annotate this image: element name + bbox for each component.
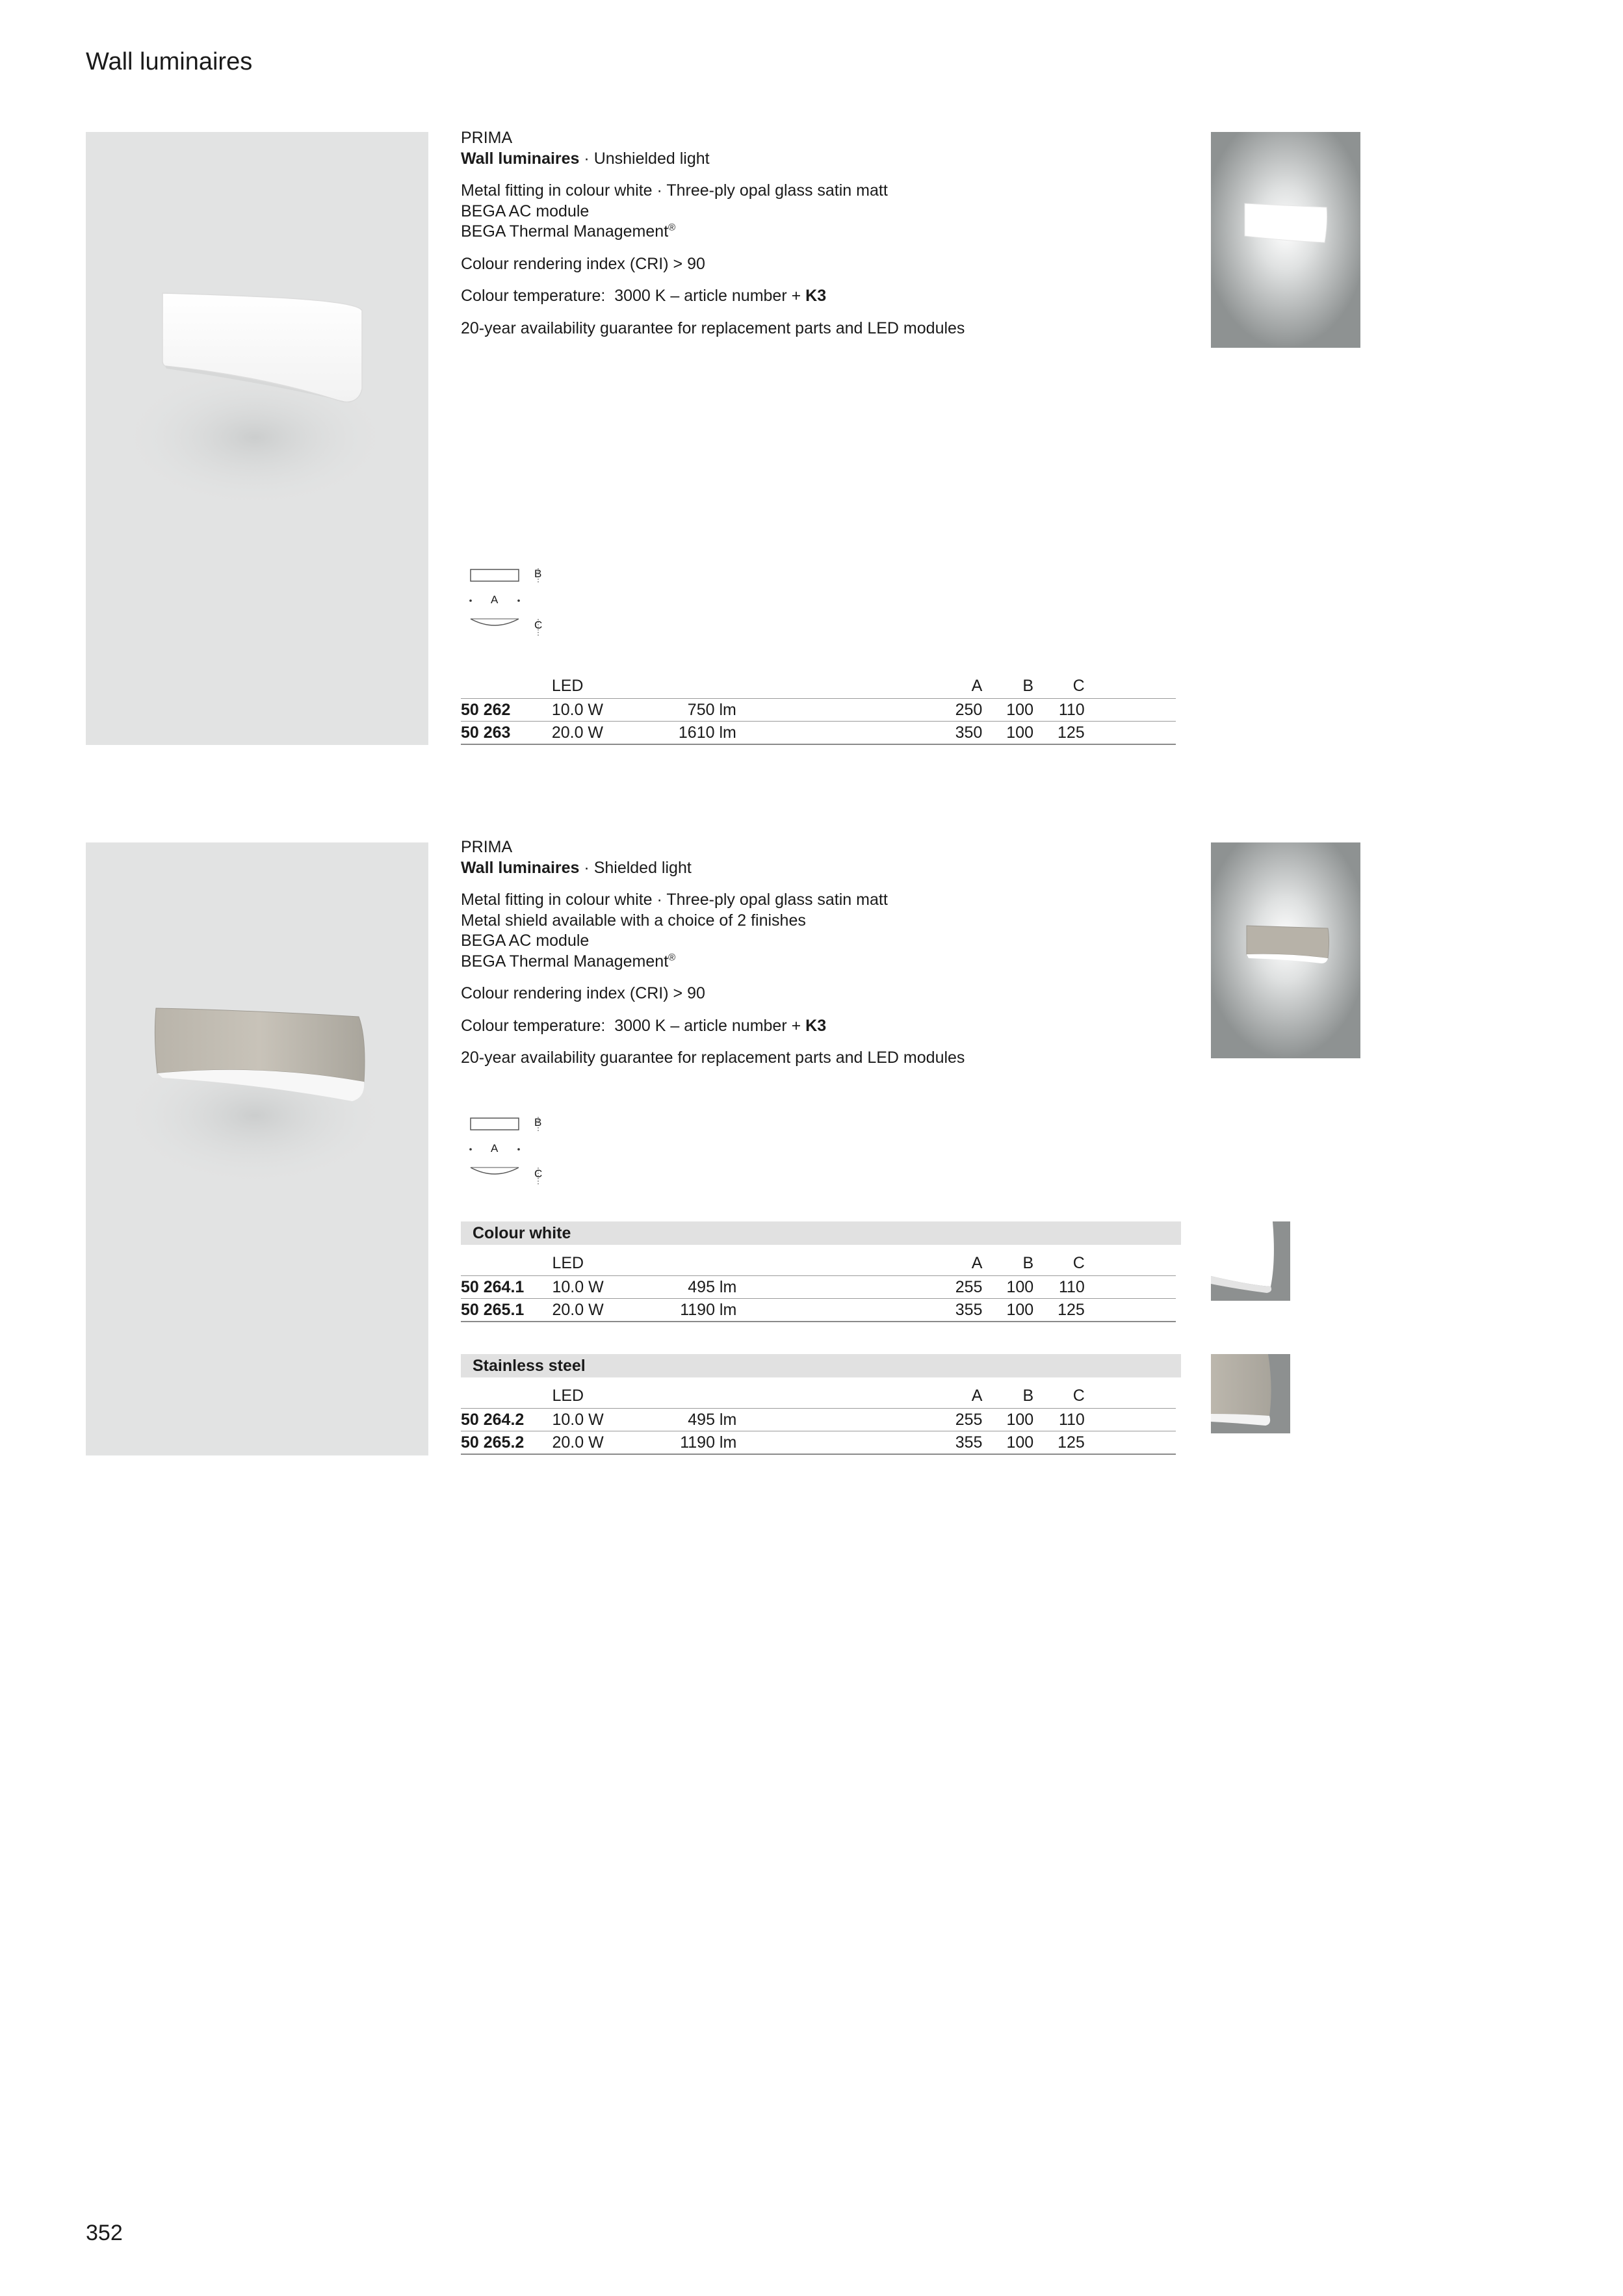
dim-a: 255	[955, 1411, 983, 1429]
installed-luminaire-glow	[1211, 132, 1360, 348]
dim-label-b: B	[534, 567, 542, 580]
lumen: 750 lm	[687, 701, 736, 719]
table-header	[461, 673, 1176, 699]
dimension-drawing-shape	[469, 1113, 560, 1191]
spec-line: Metal shield available with a choice of 2 finishes	[461, 911, 806, 930]
colour-temp-line	[461, 1016, 1182, 1037]
dim-b: 100	[1006, 724, 1033, 742]
colour-temp-suffix: K3	[805, 287, 827, 305]
finish-swatch-steel-shape	[1211, 1354, 1290, 1433]
dim-a: 255	[955, 1278, 983, 1296]
header-led: LED	[552, 1387, 584, 1405]
article-number: 50 264.1	[461, 1278, 525, 1296]
spec-line-text: BEGA Thermal Management	[461, 952, 669, 971]
installed-photo-shielded	[1211, 842, 1360, 1058]
finish-header-colour-white: Colour white	[461, 1221, 1181, 1245]
cri-line: Colour rendering index (CRI) > 90	[461, 254, 705, 273]
registered-mark: ®	[668, 222, 676, 233]
dim-label-b: B	[534, 1116, 542, 1128]
dim-b: 100	[1006, 701, 1033, 719]
lumen: 1190 lm	[680, 1301, 737, 1319]
dim-c: 125	[1058, 1301, 1085, 1319]
dim-b: 100	[1006, 1433, 1034, 1452]
product-subtitle: Unshielded light	[593, 149, 710, 168]
dim-label-a: A	[491, 594, 499, 606]
dimension-drawing	[469, 1113, 560, 1191]
dim-c: 110	[1058, 1278, 1085, 1296]
page-number: 352	[86, 2221, 123, 2245]
cri-line: Colour rendering index (CRI) > 90	[461, 984, 705, 1002]
spec-line-text: BEGA Thermal Management	[461, 222, 669, 241]
table-row	[461, 1299, 1176, 1322]
installed-photo-unshielded	[1211, 132, 1360, 348]
product-family: PRIMA	[461, 129, 513, 147]
wattage: 10.0 W	[552, 1411, 604, 1429]
product-title	[461, 149, 1182, 170]
table-row	[461, 1409, 1176, 1431]
luminaire-unshielded-illustration	[86, 132, 428, 745]
dim-label-c: C	[534, 1168, 543, 1180]
lumen: 495 lm	[688, 1411, 737, 1429]
page-heading: Wall luminaires	[86, 48, 253, 75]
wattage: 20.0 W	[551, 724, 604, 742]
product-family: PRIMA	[461, 838, 513, 856]
header-a: A	[971, 677, 983, 695]
colour-temp-line	[461, 286, 1182, 307]
dimension-drawing-shape	[469, 564, 560, 642]
table-header	[461, 1383, 1176, 1409]
dim-c: 125	[1058, 1433, 1085, 1452]
spec-line	[461, 952, 1182, 972]
header-a: A	[971, 1387, 983, 1405]
spec-line: BEGA AC module	[461, 202, 590, 220]
header-led: LED	[551, 677, 584, 695]
finish-swatch-colour-white	[1211, 1221, 1290, 1301]
dimension-drawing	[469, 564, 560, 642]
header-c: C	[1072, 1387, 1085, 1405]
article-number: 50 265.1	[461, 1301, 525, 1319]
article-number: 50 262	[461, 701, 511, 719]
spec-line	[461, 222, 1182, 242]
finish-swatch-white-shape	[1211, 1221, 1290, 1301]
colour-temp-text: Colour temperature: 3000 K – article number +	[461, 1016, 806, 1035]
lumen: 495 lm	[688, 1278, 737, 1296]
table-row	[461, 699, 1176, 722]
guarantee-line: 20-year availability guarantee for replacement parts and LED modules	[461, 1049, 965, 1067]
spec-line: BEGA AC module	[461, 932, 590, 950]
header-b: B	[1022, 677, 1033, 695]
registered-mark: ®	[668, 952, 676, 963]
wattage: 20.0 W	[552, 1301, 604, 1319]
lumen: 1610 lm	[678, 724, 736, 742]
product-photo-shielded	[86, 842, 428, 1455]
table-row	[461, 1431, 1176, 1455]
product-subtitle: Shielded light	[593, 858, 692, 877]
header-c: C	[1072, 677, 1085, 695]
colour-temp-text: Colour temperature: 3000 K – article number +	[461, 287, 806, 305]
guarantee-line: 20-year availability guarantee for replacement parts and LED modules	[461, 319, 965, 337]
product-category: Wall luminaires	[461, 149, 580, 168]
spec-table-unshielded	[461, 673, 1176, 745]
table-row	[461, 1276, 1176, 1299]
header-b: B	[1022, 1387, 1034, 1405]
finish-header-stainless-steel: Stainless steel	[461, 1354, 1181, 1377]
dim-c: 110	[1058, 1411, 1085, 1429]
spec-table-stainless-steel	[461, 1383, 1176, 1455]
product-info-unshielded	[461, 128, 1182, 339]
wattage: 20.0 W	[552, 1433, 604, 1452]
article-number: 50 263	[461, 724, 511, 742]
wattage: 10.0 W	[552, 1278, 604, 1296]
title-separator: ·	[579, 149, 594, 168]
lumen: 1190 lm	[680, 1433, 737, 1452]
product-category: Wall luminaires	[461, 858, 580, 877]
spec-line: Metal fitting in colour white · Three-ply opal glass satin matt	[461, 891, 888, 909]
header-b: B	[1022, 1254, 1034, 1272]
article-number: 50 265.2	[461, 1433, 525, 1452]
dim-label-c: C	[534, 619, 543, 631]
header-c: C	[1072, 1254, 1085, 1272]
table-row	[461, 722, 1176, 745]
dim-a: 355	[955, 1433, 983, 1452]
spec-table-colour-white	[461, 1251, 1176, 1322]
installed-shielded-glow	[1211, 842, 1360, 1058]
dim-b: 100	[1006, 1301, 1034, 1319]
dim-b: 100	[1006, 1411, 1034, 1429]
dim-label-a: A	[491, 1142, 499, 1155]
dim-b: 100	[1006, 1278, 1034, 1296]
product-info-shielded	[461, 837, 1182, 1069]
dim-c: 125	[1058, 724, 1085, 742]
table-header	[461, 1251, 1176, 1276]
product-photo-unshielded	[86, 132, 428, 745]
wattage: 10.0 W	[551, 701, 604, 719]
article-number: 50 264.2	[461, 1411, 525, 1429]
product-title	[461, 858, 1182, 879]
header-a: A	[971, 1254, 983, 1272]
colour-temp-suffix: K3	[805, 1016, 827, 1035]
spec-line: Metal fitting in colour white · Three-ply opal glass satin matt	[461, 181, 888, 200]
finish-swatch-stainless-steel	[1211, 1354, 1290, 1433]
dim-a: 355	[955, 1301, 983, 1319]
dim-a: 350	[955, 724, 983, 742]
title-separator: ·	[579, 858, 594, 877]
luminaire-shielded-illustration	[86, 842, 428, 1455]
dim-a: 250	[955, 701, 983, 719]
dim-c: 110	[1058, 701, 1085, 719]
header-led: LED	[552, 1254, 584, 1272]
